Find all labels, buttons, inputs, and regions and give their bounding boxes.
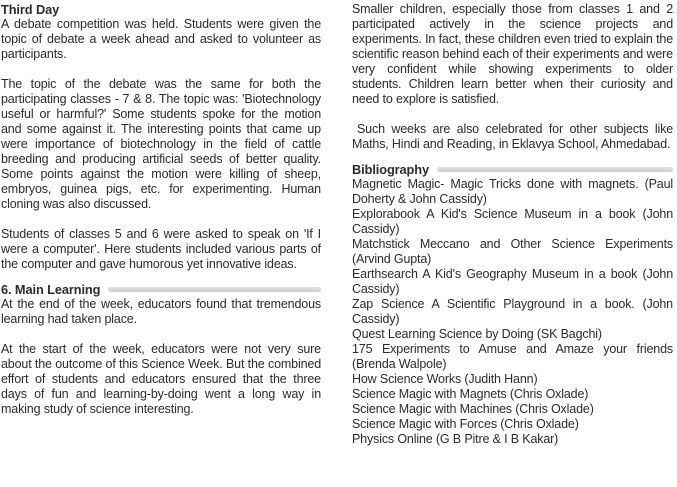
- bibliography-item: Explorabook A Kid's Science Museum in a book (John Cassidy): [352, 207, 673, 236]
- bibliography-heading-row: [352, 162, 673, 177]
- bibliography-list: [352, 177, 673, 447]
- bibliography-item: Physics Online (G B Pitre & I B Kakar): [352, 432, 559, 446]
- heading-rule-bar: [108, 287, 321, 292]
- bibliography-item: 175 Experiments to Amuse and Amaze your friends (Brenda Walpole): [352, 342, 673, 371]
- paragraph-classes-5-6: Students of classes 5 and 6 were asked to speak on 'If I were a computer'. Here students included various parts of the computer and gave humorous yet innovative ideas.: [1, 227, 321, 271]
- bibliography-item: Earthsearch A Kid's Geography Museum in a book (John Cassidy): [352, 267, 673, 296]
- paragraph-smaller-children: Smaller children, especially those from classes 1 and 2 participated actively in the science projects and experiments. In fact, these children even tried to explain the scientific reason behind each of their experiments and were very confident while showing experiments to older students. Children learn better when their curiosity and need to explore is satisfied.: [352, 2, 673, 106]
- paragraph-debate-intro: A debate competition was held. Students were given the topic of debate a week ahead and asked to volunteer as participants.: [1, 17, 321, 61]
- bibliography-item: Science Magic with Magnets (Chris Oxlade): [352, 387, 589, 401]
- paragraph-main-learning-2: At the start of the week, educators were not very sure about the outcome of this Science Week. But the combined effort of students and educators ensured that the three days of fun and learning-by-doing went a long way in making study of science interesting.: [1, 342, 321, 416]
- bibliography-item: Magnetic Magic- Magic Tricks done with magnets. (Paul Doherty & John Cassidy): [352, 177, 673, 206]
- paragraph-debate-topic: The topic of the debate was the same for both the participating classes - 7 & 8. The topic was: 'Biotechnology useful or harmful?' Some students spoke for the motion and some against it. The interesting points that came up were importance of biotechnology in the field of cattle breeding and producing artificial seeds of better quality. Some points against the motion were killing of sheep, embryos, guinea pigs, etc. for experimenting. Human cloning was also discussed.: [1, 77, 321, 211]
- left-column: [1, 2, 321, 447]
- bibliography-item: How Science Works (Judith Hann): [352, 372, 538, 386]
- bibliography-heading: Bibliography: [352, 162, 430, 177]
- right-column: [352, 2, 673, 447]
- third-day-heading: Third Day: [1, 2, 60, 17]
- bibliography-item: Quest Learning Science by Doing (SK Bagchi): [352, 327, 602, 341]
- paragraph-main-learning-1: At the end of the week, educators found that tremendous learning had taken place.: [1, 297, 321, 326]
- main-learning-heading-row: [1, 282, 321, 297]
- bibliography-item: Zap Science A Scientific Playground in a book. (John Cassidy): [352, 297, 673, 326]
- main-learning-heading: 6. Main Learning: [1, 282, 101, 297]
- bibliography-item: Science Magic with Forces (Chris Oxlade): [352, 417, 579, 431]
- bibliography-item: Matchstick Meccano and Other Science Experiments (Arvind Gupta): [352, 237, 673, 266]
- heading-rule-bar: [437, 167, 673, 172]
- paragraph-other-subjects: Such weeks are also celebrated for other subjects like Maths, Hindi and Reading, in Eklavya School, Ahmedabad.: [352, 122, 673, 151]
- bibliography-item: Science Magic with Machines (Chris Oxlade): [352, 402, 594, 416]
